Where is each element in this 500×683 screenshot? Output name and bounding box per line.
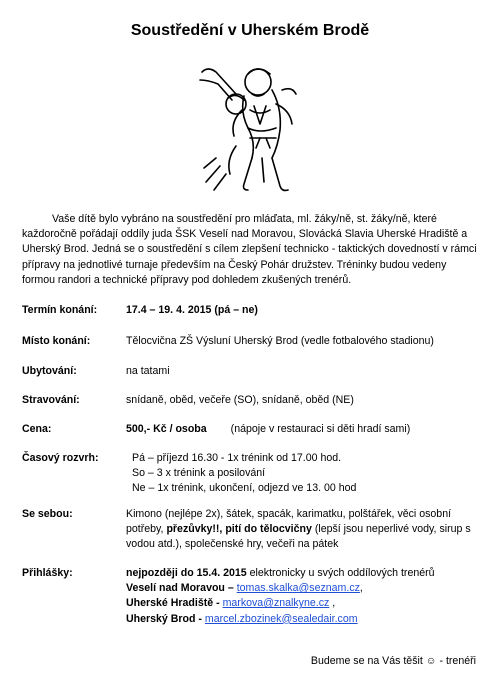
email-link[interactable]: marcel.zbozinek@sealedair.com [204,612,358,625]
termin-value: 17.4 – 19. 4. 2015 (pá – ne) [126,304,258,316]
contact-place: Uherský Brod - [126,612,202,625]
sebou-bold: přezůvky!!, pití do tělocvičny [166,523,312,536]
rozvrh-line: So – 3 x trénink a posilování [132,467,266,480]
sebou-label: Se sebou: [22,508,73,520]
page-title: Soustředění v Uherském Brodě [130,22,370,39]
footer-signoff: Budeme se na Vás těšit ☺ - trenéři [310,655,476,667]
cena-value: 500,- Kč / osoba [126,423,207,435]
email-link[interactable]: tomas.skalka@seznam.cz [236,582,360,595]
email-link[interactable]: markova@znalkyne.cz [222,597,330,610]
ubytovani-value: na tatami [126,365,170,377]
rozvrh-line: Ne – 1x trénink, ukončení, odjezd ve 13. 00 hod [132,482,357,495]
rozvrh-label: Časový rozvrh: [22,452,99,464]
intro-text [22,212,478,288]
cena-note: (nápoje v restauraci si děti hradí sami) [230,423,411,435]
sebou-text-2: (lepší jsou neperlivé vody, sirup s vodou atd.), společenské hry, večeři na pátek [126,523,471,551]
intro-paragraph: Vaše dítě bylo vybráno na soustředění pro mláďata, ml. žáky/ně, st. žáky/ně, které každoročně pořádají oddíly juda ŠSK Veselí nad Moravou, Slovácká Slavia Uherské Hradiště a Uherský Brod. Jedná se o soustředění s cílem zlepšení technicko - taktických dovedností v rámci přípravy na jednotlivé turnaje především na Český Pohár družstev. Tréninky budou vedeny formou randori a technické přípravy pod dohledem zkušených trenérů. [22,213,477,286]
rozvrh-line: Pá – příjezd 16.30 - 1x trénink od 17.00 hod. [132,452,342,464]
contact-line [126,581,478,596]
prihlasky-deadline-rest: elektronicky u svých oddílových trenérů [249,567,435,579]
prihlasky-deadline: nejpozději do 15.4. 2015 [126,567,247,579]
misto-value: Tělocvična ZŠ Výsluní Uherský Brod (vedle fotbalového stadionu) [126,335,434,347]
cena-label: Cena: [22,423,52,435]
contact-place: Uherské Hradiště - [126,597,220,610]
stravovani-value: snídaně, oběd, večeře (SO), snídaně, oběd (NE) [126,394,354,406]
stravovani-label: Stravování: [22,394,80,406]
misto-label: Místo konání: [22,335,91,347]
prihlasky-label: Přihlášky: [22,567,73,579]
sebou-text: Kimono (nejlépe 2x), šátek, spacák, karimatku, polštářek, věci osobní potřeby, [126,508,452,536]
contact-line [126,596,478,611]
contact-line [126,612,478,627]
ubytovani-label: Ubytování: [22,365,77,377]
termin-label: Termín konání: [22,304,98,316]
contact-suffix: , [329,597,336,610]
contact-place: Veselí nad Moravou – [126,582,234,595]
judo-illustration [196,50,304,200]
contact-suffix: , [359,582,363,595]
